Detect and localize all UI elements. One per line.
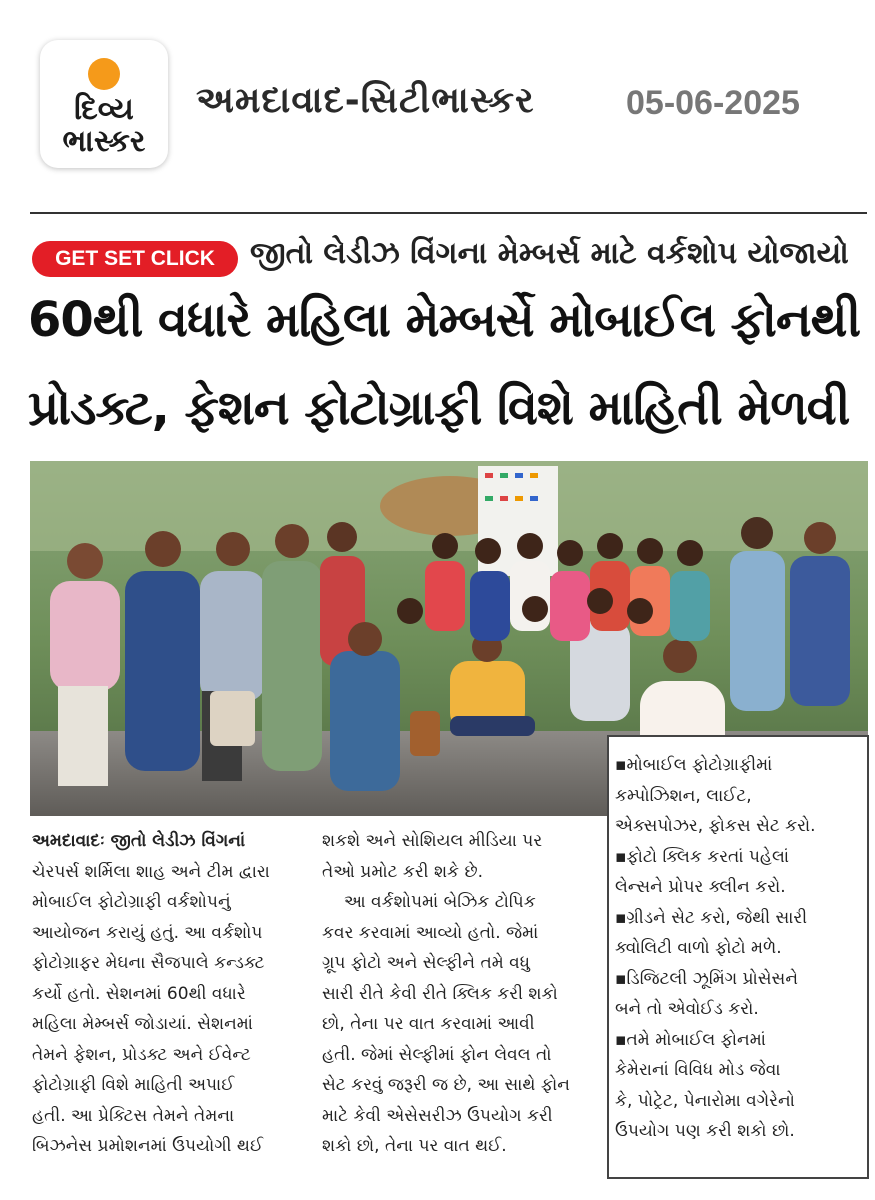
headline-line-2: પ્રોડક્ટ, ફેશન ફોટોગ્રાફી વિશે માહિતી મેળવી xyxy=(28,380,850,436)
col2-line-5: સારી રીતે કેવી રીતે ક્લિક કરી શકો xyxy=(322,983,558,1004)
tip-2-line-1: ક્વોલિટી વાળો ફોટો મળે. xyxy=(615,938,782,958)
col2-line-7: હતી. જેમાં સેલ્ફીમાં ફોન લેવલ તો xyxy=(322,1044,552,1065)
tip-4-line-1: કેમેરાનાં વિવિધ મોડ જેવા xyxy=(615,1060,781,1080)
col1-line-8: ફોટોગ્રાફી વિશે માહિતી અપાઈ xyxy=(32,1075,235,1095)
col2-line-2: આ વર્કશોપમાં બેઝિક ટોપિક xyxy=(344,892,536,912)
col2-line-3: કવર કરવામાં આવ્યો હતો. જેમાં xyxy=(322,922,539,943)
col2-line-8: સેટ કરવું જરૂરી જ છે, આ સાથે ફોન xyxy=(322,1075,570,1095)
header-divider xyxy=(30,212,867,214)
logo-line-2: ભાસ્કર xyxy=(62,124,146,159)
col1-line-3: આયોજન કરાયું હતું. આ વર્કશોપ xyxy=(32,922,263,943)
section-badge: GET SET CLICK xyxy=(32,241,238,277)
col1-line-5: કર્યો હતો. સેશનમાં 60થી વધારે xyxy=(32,983,246,1004)
col1-line-1: ચેરપર્સ શર્મિલા શાહ અને ટીમ દ્વારા xyxy=(32,861,270,882)
col1-line-7: તેમને ફેશન, પ્રોડક્ટ અને ઈવેન્ટ xyxy=(32,1044,251,1065)
tip-1-line-0: ▪ફોટો ક્લિક કરતાં પહેલાં xyxy=(615,846,790,867)
col2-line-0: શકશે અને સોશિયલ મીડિયા પર xyxy=(322,831,543,851)
tip-4-line-0: ▪તમે મોબાઈલ ફોનમાં xyxy=(615,1029,766,1050)
col2-line-9: માટે કેવી એસેસરીઝ ઉપયોગ કરી xyxy=(322,1105,553,1126)
tip-3-line-1: બને તો એવોઈડ કરો. xyxy=(615,999,759,1019)
tip-4-line-2: કે, પોટ્રેટ, પેનારોમા વગેરેનો xyxy=(615,1090,795,1111)
article-column-2 xyxy=(322,826,597,1162)
col2-line-6: છો, તેના પર વાત કરવામાં આવી xyxy=(322,1014,535,1034)
tip-0-line-0: ▪મોબાઈલ ફોટોગ્રાફીમાં xyxy=(615,755,773,775)
logo-wordmark xyxy=(40,94,168,158)
tip-1-line-1: લેન્સને પ્રોપર ક્લીન કરો. xyxy=(615,877,786,897)
edition-name: અમદાવાદ-સિટીભાસ્કર xyxy=(196,80,535,121)
subheadline: જીતો લેડીઝ વિંગના મેમ્બર્સ માટે વર્કશોપ યોજાયો xyxy=(250,236,849,271)
col1-line-4: ફોટોગ્રાફર મેઘના સૈજપાલે કન્ડક્ટ xyxy=(32,953,265,973)
col1-line-9: હતી. આ પ્રેક્ટિસ તેમને તેમના xyxy=(32,1105,235,1126)
col1-line-6: મહિલા મેમ્બર્સ જોડાયાં. સેશનમાં xyxy=(32,1014,253,1034)
col2-line-4: ગ્રૂપ ફોટો અને સેલ્ફીને તમે વધુ xyxy=(322,953,530,973)
col1-line-10: બિઝનેસ પ્રમોશનમાં ઉપયોગી થઈ xyxy=(32,1136,264,1156)
col1-line-2: મોબાઈલ ફોટોગ્રાફી વર્કશોપનું xyxy=(32,892,231,912)
tip-3-line-0: ▪ડિજિટલી ઝૂમિંગ પ્રોસેસને xyxy=(615,968,798,989)
col2-line-1: તેઓ પ્રમોટ કરી શકે છે. xyxy=(322,861,483,882)
tip-4-line-3: ઉપયોગ પણ કરી શકો છો. xyxy=(615,1121,795,1141)
sun-icon xyxy=(88,58,120,90)
col2-line-10: શકો છો, તેના પર વાત થઈ. xyxy=(322,1136,507,1156)
edition-date: 05-06-2025 xyxy=(626,84,800,122)
divya-bhaskar-logo xyxy=(40,40,168,168)
col1-line-0: અમદાવાદઃ જીતો લેડીઝ વિંગનાં xyxy=(32,831,246,851)
tip-0-line-1: કમ્પોઝિશન, લાઈટ, xyxy=(615,785,752,806)
tip-0-line-2: એક્સપોઝર, ફોકસ સેટ કરો. xyxy=(615,816,816,836)
headline-line-1: 60થી વધારે મહિલા મેમ્બર્સે મોબાઈલ ફોનથી xyxy=(28,292,861,348)
logo-line-1: દિવ્ય xyxy=(74,92,134,127)
article-column-1 xyxy=(32,826,302,1162)
tip-2-line-0: ▪ગ્રીડને સેટ કરો, જેથી સારી xyxy=(615,907,808,928)
